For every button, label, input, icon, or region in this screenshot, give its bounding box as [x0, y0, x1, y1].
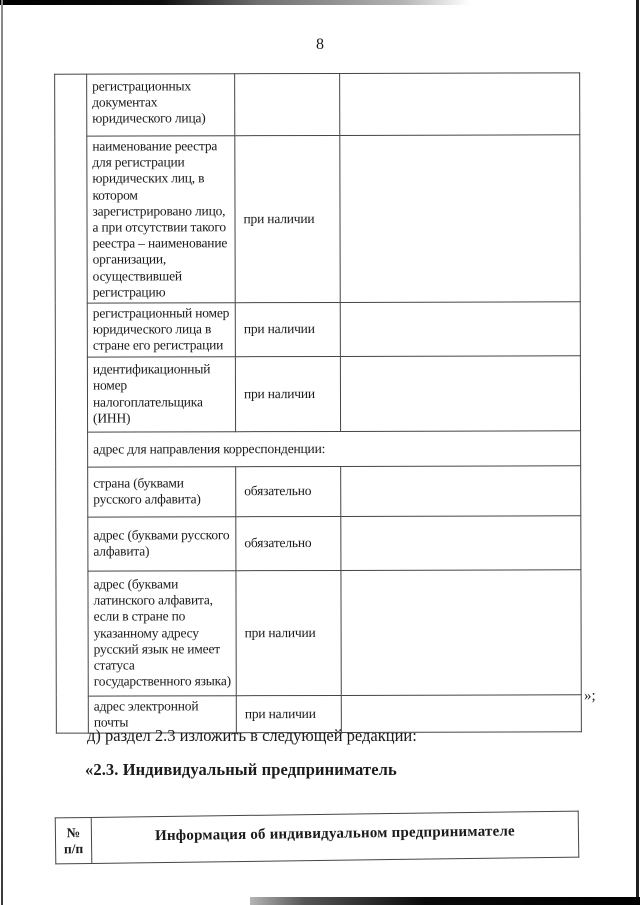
table-row: [56, 465, 581, 516]
entrepreneur-info-table: [55, 811, 580, 865]
page-number: 8: [316, 36, 324, 53]
label-cell: страна (буквами русского алфавита): [88, 466, 236, 516]
requirement-cell: при наличии: [236, 695, 341, 733]
requirement-cell: обязательно: [236, 516, 341, 570]
number-column-header: [55, 817, 92, 863]
info-column-header: Информация об индивидуальном предпринимателе: [91, 811, 579, 863]
table-row: [55, 355, 580, 431]
label-cell: адрес электронной почты: [88, 695, 236, 733]
requirement-cell: при наличии: [236, 570, 341, 695]
table-row: [55, 73, 580, 136]
table-row-merged: [56, 430, 581, 466]
scan-artifact-top-bar: [0, 0, 470, 5]
value-cell: [340, 73, 580, 136]
table-header-row: [55, 811, 579, 864]
value-cell: [340, 135, 580, 303]
row-number-cell: [55, 74, 89, 733]
requirement-cell: при наличии: [235, 135, 340, 302]
number-sign: №: [66, 824, 81, 840]
requirement-cell: обязательно: [236, 466, 341, 516]
table-row: [56, 569, 581, 695]
section-heading: «2.3. Индивидуальный предприниматель: [85, 760, 397, 779]
scan-artifact-left-edge: [1, 0, 3, 905]
requirement-cell: [235, 73, 340, 135]
scan-artifact-right-edge: [636, 0, 639, 905]
section-label-cell: адрес для направления корреспонденции:: [88, 430, 581, 466]
value-cell: [341, 465, 581, 516]
requirement-cell: при наличии: [235, 302, 340, 356]
table-row: [56, 515, 581, 570]
scan-artifact-bottom-bar: [250, 897, 640, 905]
number-abbr: п/п: [63, 840, 84, 856]
value-cell: [341, 569, 581, 695]
label-cell: регистрационных документах юридического лица): [87, 74, 235, 136]
label-cell: адрес (буквами русского алфавита): [88, 516, 236, 570]
label-cell: регистрационный номер юридического лица в стране его регистрации: [87, 303, 235, 357]
label-cell: идентификационный номер налогоплательщика (ИНН): [87, 356, 235, 431]
legal-entity-details-table: [54, 72, 582, 733]
table-row: [55, 135, 580, 303]
amendment-line: д) раздел 2.3 изложить в следующей редакции:: [87, 726, 417, 745]
value-cell: [340, 355, 580, 431]
requirement-cell: при наличии: [235, 356, 340, 431]
quote-closing-mark: »;: [584, 688, 596, 704]
value-cell: [341, 515, 581, 570]
table-row: [55, 302, 580, 357]
label-cell: наименование реестра для регистрации юридических лиц, в котором зарегистрировано лицо, а при отсутствии такого реестра – наименование организации, осуществившей регистрацию: [87, 136, 235, 303]
value-cell: [340, 302, 580, 356]
label-cell: адрес (буквами латинского алфавита, если в стране по указанному адресу русский язык не имеет статуса государственного языка): [88, 570, 236, 695]
